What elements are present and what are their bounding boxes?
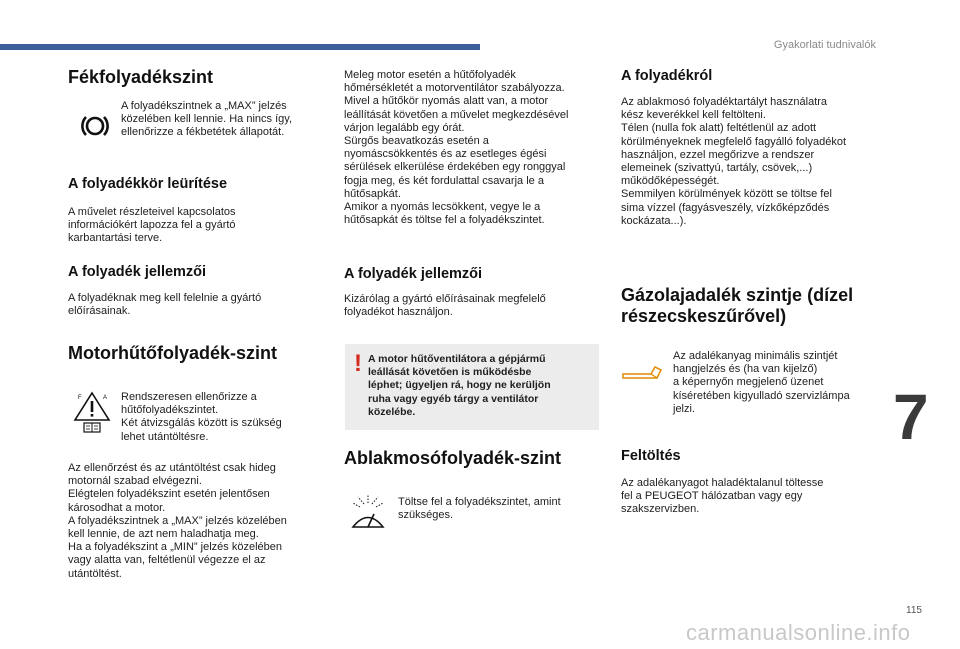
hot-engine-text: Meleg motor esetén a hűtőfolyadék hőmérsékletét a motorventilátor szabályozza. Mivel a hűtőkör nyomás alatt van, a motor leállítását követően a művelet megkezdésével várjon legalább egy órát. Sürgős beavatkozás esetén a nyomáscsökkentés és az esetleges égési sérülések elkerülése érdekében egy ronggyal fogja meg, és két fordulattal csavarja le a hűtősapkát. Amikor a nyomás lecsökkent, vegye le a hűtősapkát és töltse fel a folyadékszintet. <box>344 69 569 227</box>
fluid-properties-text: A folyadéknak meg kell felelnie a gyártó előírásainak. <box>68 292 262 318</box>
brake-fluid-title: Fékfolyadékszint <box>68 67 214 87</box>
warning-exclamation: ! <box>354 350 362 377</box>
about-fluid-title: A folyadékról <box>621 68 713 84</box>
fluid-properties-text-2: Kizárólag a gyártó előírásainak megfelelő folyadékot használjon. <box>344 293 546 319</box>
washer-fluid-title: Ablakmosófolyadék-szint <box>344 448 562 468</box>
drain-title: A folyadékkör leürítése <box>68 176 228 192</box>
warning-box <box>345 344 599 430</box>
svg-text:A: A <box>103 395 108 401</box>
warning-text: A motor hűtőventilátora a gépjármű leállását követően is működésbe léphet; ügyeljen rá, hogy ne kerüljön ruha vagy egyéb tárgy a ventilátor közelébe. <box>368 353 551 418</box>
coolant-title: Motorhűtőfolyadék-szint <box>68 343 277 363</box>
fluid-properties-title-2: A folyadék jellemzői <box>344 266 483 282</box>
diesel-additive-title: Gázolajadalék szintje (dízel részecskeszűrővel) <box>621 285 854 326</box>
drain-text: A művelet részleteivel kapcsolatos információkért lapozza fel a gyártó karbantartási terve. <box>68 206 236 245</box>
brake-warning-icon <box>80 111 110 141</box>
refill-text: Az adalékanyagot haladéktalanul töltesse fel a PEUGEOT hálózatban vagy egy szakszervizben. <box>621 477 824 516</box>
coolant-text: Az ellenőrzést és az utántöltést csak hideg motornál szabad elvégezni. Elégtelen folyadékszint esetén jelentősen károsodhat a motor. A folyadékszintnek a „MAX” jelzés közelében kell lennie, de azt nem haladhatja meg. Ha a folyadékszint a „MIN” jelzés közelében vagy alatta van, feltétlenül végezze el az utántöltést. <box>68 462 287 580</box>
top-accent-bar <box>0 44 480 50</box>
fluid-properties-title: A folyadék jellemzői <box>68 264 207 280</box>
coolant-warning-icon <box>72 390 112 434</box>
brake-fluid-text: A folyadékszintnek a „MAX” jelzés közelében kell lennie. Ha nincs így, ellenőrizze a fékbetétek állapotát. <box>121 100 293 139</box>
refill-title: Feltöltés <box>621 448 681 464</box>
diesel-additive-icon <box>621 362 663 384</box>
washer-fluid-text: Töltse fel a folyadékszintet, amint szükséges. <box>398 496 561 522</box>
svg-text:F: F <box>78 395 82 401</box>
watermark: carmanualsonline.info <box>686 620 911 645</box>
about-fluid-text: Az ablakmosó folyadéktartályt használatra kész keverékkel kell feltölteni. Télen (nulla fok alatt) feltétlenül az adott körülményeknek megfelelő fagyálló folyadékot használjon, ezzel megőrizve a rendszer elemeinek (szivattyú, tartály, csövek,...) működőképességét. Semmilyen körülmények között se töltse fel sima vízzel (fagyásveszély, vízkőképződés kockázata...). <box>621 96 847 227</box>
chapter-number: 7 <box>893 381 929 453</box>
diesel-additive-text: Az adalékanyag minimális szintjét hangjelzés és (ha van kijelző) a képernyőn megjelenő üzenet kíséretében kigyulladó szervizlámpa jelzi. <box>673 350 850 415</box>
page-number: 115 <box>906 605 922 616</box>
washer-fluid-icon <box>350 494 386 534</box>
page-header: Gyakorlati tudnivalók <box>773 39 876 51</box>
coolant-icon-caption: Rendszeresen ellenőrizze a hűtőfolyadékszintet. Két átvizsgálás között is szükség lehet utántöltésre. <box>121 391 282 443</box>
